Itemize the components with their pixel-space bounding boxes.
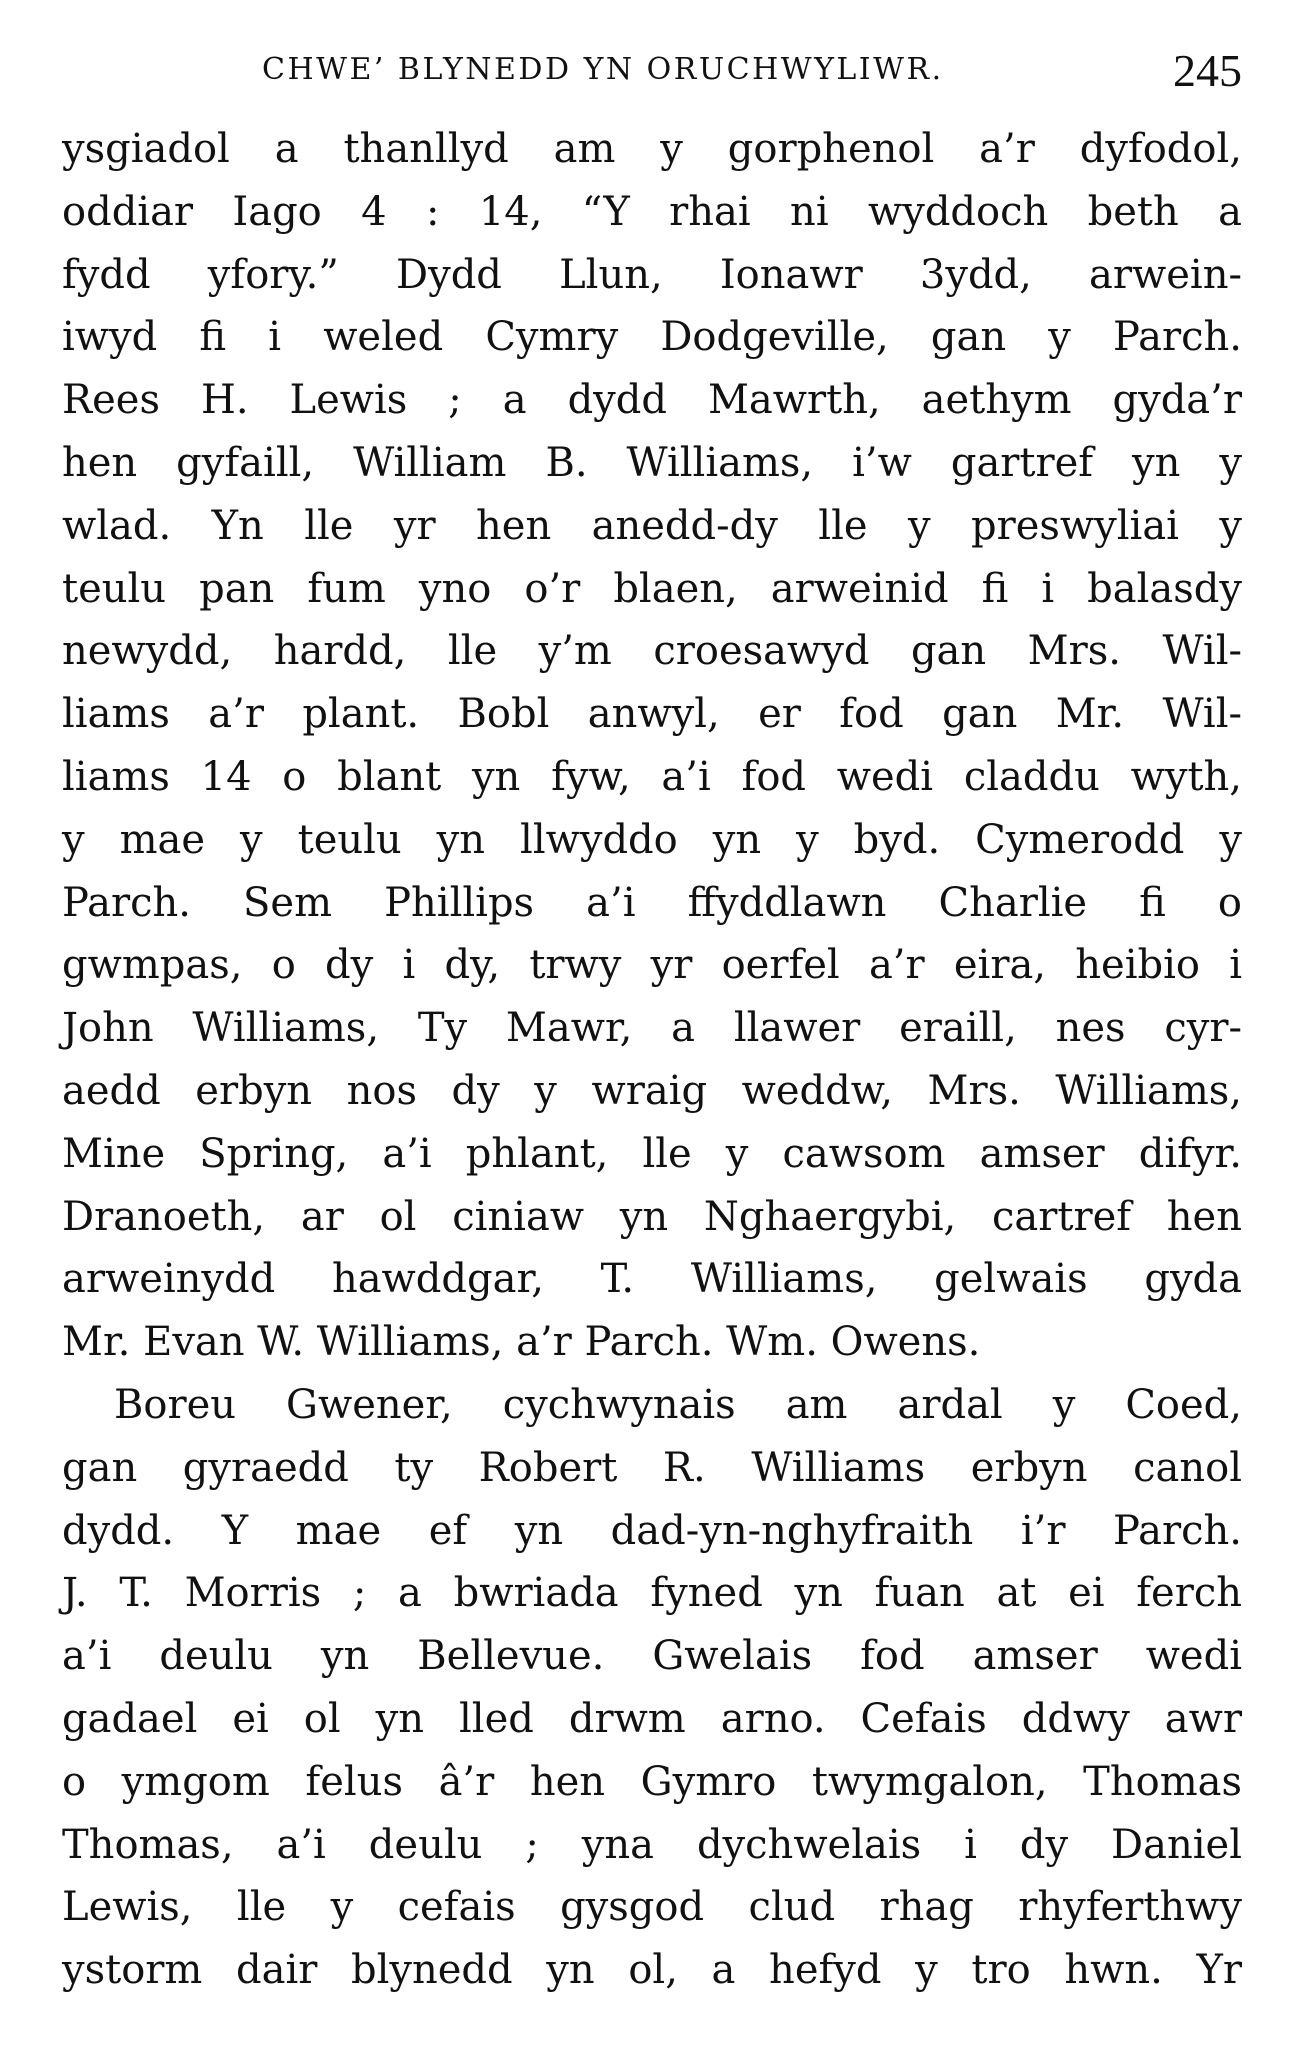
text-line: Mine Spring, a’i phlant, lle y cawsom amser difyr. (62, 1130, 1242, 1177)
text-line: teulu pan fum yno o’r blaen, arweinid fi i balasdy (62, 565, 1242, 612)
text-line: y mae y teulu yn llwyddo yn y byd. Cymerodd y (62, 816, 1242, 863)
text-line: gan gyraedd ty Robert R. Williams erbyn canol (62, 1444, 1242, 1491)
text-line: Rees H. Lewis ; a dydd Mawrth, aethym gyda’r (62, 377, 1242, 424)
text-line: oddiar Iago 4 : 14, “Y rhai ni wyddoch beth a (62, 188, 1242, 235)
running-title: CHWE’ BLYNEDD YN ORUCHWYLIWR. (262, 52, 944, 87)
running-head (62, 42, 1242, 102)
text-line: iwyd fi i weled Cymry Dodgeville, gan y Parch. (62, 314, 1242, 361)
text-line: newydd, hardd, lle y’m croesawyd gan Mrs. Wil- (62, 628, 1242, 675)
text-line: arweinydd hawddgar, T. Williams, gelwais gyda (62, 1256, 1242, 1303)
text-line: fydd yfory.” Dydd Llun, Ionawr 3ydd, arwein- (62, 251, 1242, 298)
text-line: aedd erbyn nos dy y wraig weddw, Mrs. Williams, (62, 1067, 1242, 1114)
text-line: o ymgom felus â’r hen Gymro twymgalon, Thomas (62, 1758, 1242, 1805)
text-line: gwmpas, o dy i dy, trwy yr oerfel a’r eira, heibio i (62, 942, 1242, 989)
text-line: ysgiadol a thanllyd am y gorphenol a’r dyfodol, (62, 126, 1242, 172)
text-line: J. T. Morris ; a bwriada fyned yn fuan at ei ferch (62, 1570, 1242, 1617)
text-line: liams 14 o blant yn fyw, a’i fod wedi claddu wyth, (62, 753, 1242, 800)
text-line: Lewis, lle y cefais gysgod clud rhag rhyferthwy (62, 1884, 1242, 1931)
text-line: Parch. Sem Phillips a’i ffyddlawn Charlie fi o (62, 879, 1242, 926)
text-line: Thomas, a’i deulu ; yna dychwelais i dy Daniel (62, 1821, 1242, 1868)
text-line: Boreu Gwener, cychwynais am ardal y Coed, (114, 1381, 1242, 1428)
text-line: liams a’r plant. Bobl anwyl, er fod gan Mr. Wil- (62, 691, 1242, 738)
text-line: wlad. Yn lle yr hen anedd-dy lle y preswyliai y (62, 502, 1242, 549)
text-line: Mr. Evan W. Williams, a’r Parch. Wm. Owens. (62, 1319, 981, 1366)
paragraph (62, 118, 1242, 1374)
text-line: dydd. Y mae ef yn dad-yn-nghyfraith i’r Parch. (62, 1507, 1242, 1554)
text-line: gadael ei ol yn lled drwm arno. Cefais ddwy awr (62, 1695, 1242, 1742)
text-line: ystorm dair blynedd yn ol, a hefyd y tro hwn. Yr (62, 1947, 1242, 1994)
body-text (62, 118, 1242, 2002)
text-line: John Williams, Ty Mawr, a llawer eraill, nes cyr- (62, 1005, 1242, 1052)
text-line: hen gyfaill, William B. Williams, i’w gartref yn y (62, 439, 1242, 486)
text-line: a’i deulu yn Bellevue. Gwelais fod amser wedi (62, 1633, 1242, 1680)
text-line: Dranoeth, ar ol ciniaw yn Nghaergybi, cartref hen (62, 1193, 1242, 1240)
paragraph (62, 1374, 1242, 2002)
page-number: 245 (1173, 45, 1242, 96)
